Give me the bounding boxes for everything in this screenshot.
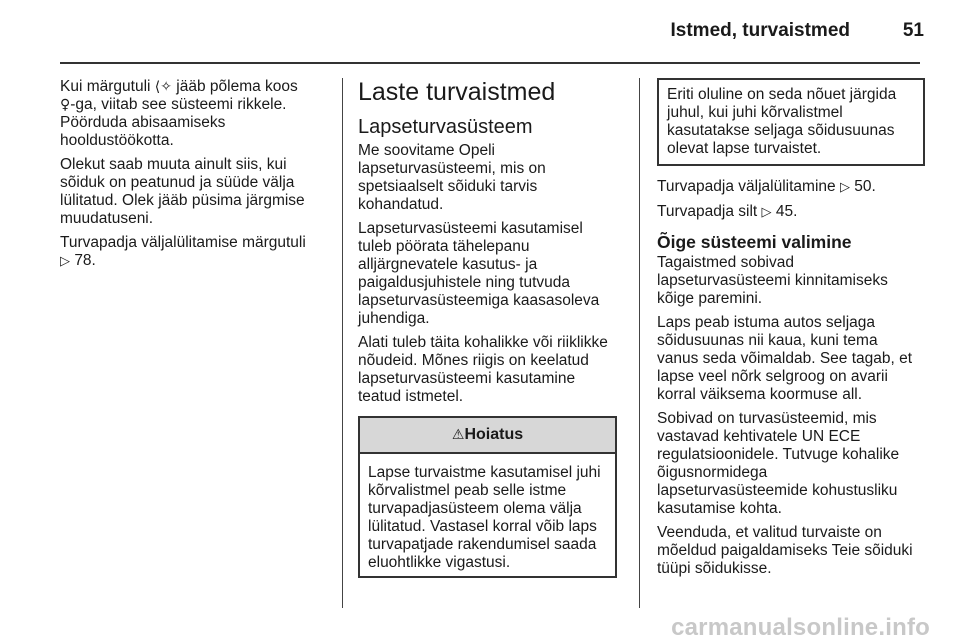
page-reference[interactable]: 45. (775, 203, 798, 220)
warning-label: Hoiatus (464, 426, 524, 443)
warning-header (360, 418, 615, 454)
page-reference[interactable]: 78. (74, 252, 96, 269)
airbag-warning-icon: ⟨✧ (154, 79, 172, 95)
page-ref-arrow-icon: ▷ (60, 254, 70, 269)
page-ref-arrow-icon: ▷ (839, 180, 850, 195)
note-box: Eriti oluline on seda nõuet järgida juhul, kui juhi kõrvalistmel kasutatakse seljaga sõidusuunas olevat lapse turvaistet. (657, 78, 925, 166)
paragraph: Me soovitame Opeli lapseturvasüsteemi, mis on spetsiaalselt sõiduki tarvis kohandatud. (358, 142, 546, 213)
column-2 (358, 78, 623, 578)
warning-text: Lapse turvaistme kasutamisel juhi kõrvalistmel peab selle istme turvapadjasüsteem olema välja lülitatud. Vastasel korral võib laps turvapatjade rakendumisel saada eluohtlikke vigastusi. (368, 464, 601, 571)
paragraph: Olekut saab muuta ainult siis, kui sõiduk on peatunud ja süüde välja lülitatud. Olek jääb püsima järgmise muudatuseni. (60, 156, 305, 227)
paragraph: Sobivad on turvasüsteemid, mis vastavad kehtivatele UN ECE regulatsioonidele. Tutvuge kohalike õigusnormidega lapseturvasüsteemide kohustusliku kasutamise kohta. (657, 410, 900, 517)
column-divider (639, 78, 640, 608)
page-reference[interactable]: 50. (854, 178, 876, 195)
paragraph: Veenduda, et valitud turvaiste on mõeldud paigaldamiseks Teie sõiduki tüüpi sõidukisse. (657, 524, 913, 577)
page-number: 51 (902, 20, 924, 41)
section-title: Laste turvaistmed (358, 78, 556, 106)
subsection-title: Lapseturvasüsteem (358, 116, 533, 138)
paragraph: Kui märgutuli ⟨✧ jääb põlema koos ♀-ga, viitab see süsteemi rikkele. Pöörduda abisaamiseks hooldustöökotta. (60, 78, 298, 149)
paragraph: Lapseturvasüsteemi kasutamisel tuleb pöörata tähelepanu alljärgnevatele kasutus- ja paigaldusjuhistele ning tutvuda lapseturvasüsteemiga kaasasoleva juhendiga. (358, 220, 600, 327)
paragraph: Laps peab istuma autos seljaga sõidusuunas nii kaua, kuni tema vanus seda võimaldab. See tagab, et lapse veel nõrk selgroog on avarii korral väiksema koormuse all. (657, 314, 913, 403)
paragraph: Turvapadja väljalülitamise märgutuli ▷ 78. (60, 234, 306, 269)
paragraph: Turvapadja silt ▷ 45. (657, 203, 798, 220)
seat-occupant-icon: ♀ (60, 97, 71, 113)
page-ref-arrow-icon: ▷ (761, 205, 772, 220)
paragraph: Tagaistmed sobivad lapseturvasüsteemi kinnitamiseks kõige paremini. (657, 254, 888, 307)
watermark: carmanualsonline.info (671, 614, 930, 641)
column-divider (342, 78, 343, 608)
header-divider (60, 62, 920, 64)
page-header-title: Istmed, turvaistmed (670, 20, 850, 41)
warning-box (358, 416, 617, 578)
paragraph: Alati tuleb täita kohalikke või riiklikke nõudeid. Mõnes riigis on keelatud lapseturvasüsteemi kasutamine teatud istmetel. (358, 334, 608, 405)
subsubsection-title: Õige süsteemi valimine (657, 232, 852, 252)
warning-triangle-icon: ⚠ (451, 427, 465, 443)
column-3 (657, 78, 925, 584)
paragraph: Turvapadja väljalülitamine ▷ 50. (657, 178, 876, 195)
column-1 (60, 78, 330, 277)
